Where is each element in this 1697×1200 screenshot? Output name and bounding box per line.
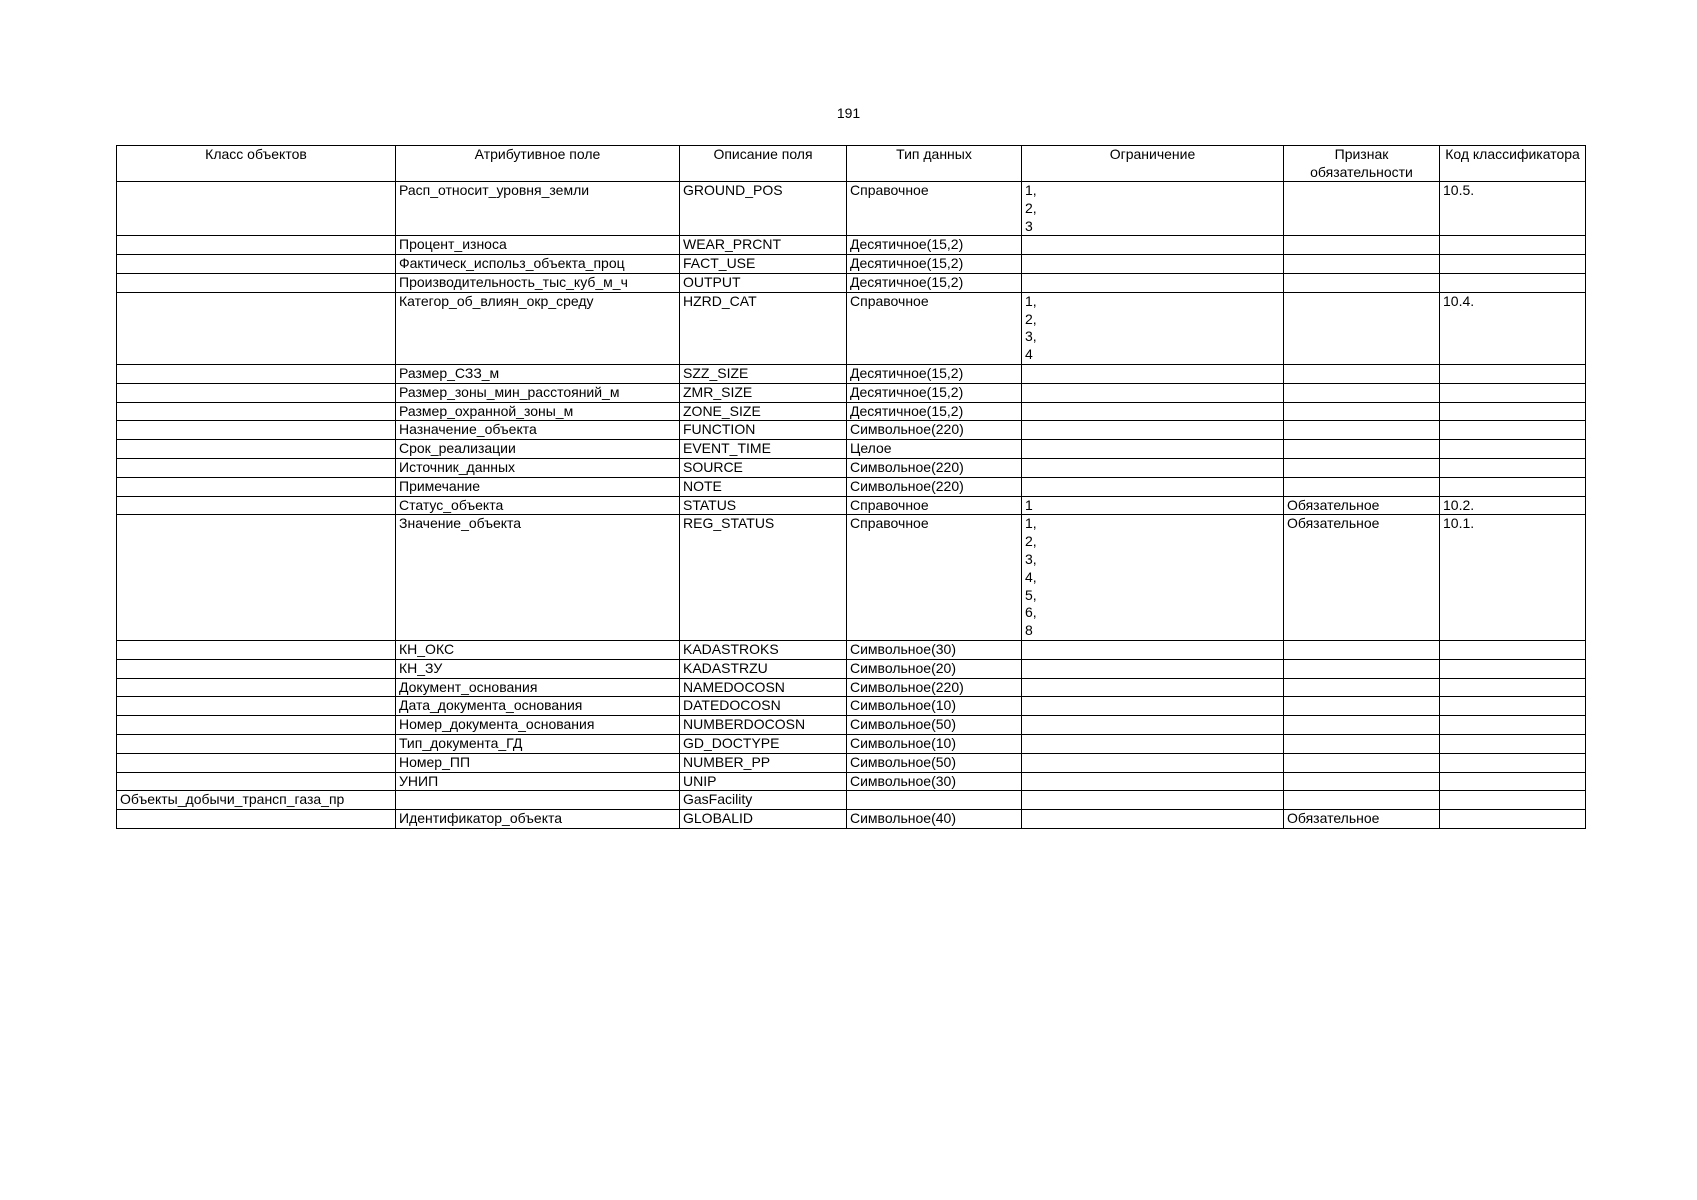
field-description-cell: HZRD_CAT (680, 292, 847, 364)
header-constraint: Ограничение (1022, 146, 1284, 182)
object-class-cell (117, 236, 396, 255)
object-class-cell (117, 402, 396, 421)
field-description-cell: OUTPUT (680, 273, 847, 292)
data-type-cell: Символьное(10) (847, 697, 1022, 716)
constraint-value: 2, (1025, 533, 1037, 550)
data-type-cell: Десятичное(15,2) (847, 364, 1022, 383)
attribute-field-cell: Срок_реализации (396, 440, 680, 459)
constraint-cell (1022, 697, 1284, 716)
object-class-cell (117, 440, 396, 459)
table-row (117, 273, 1586, 292)
constraint-value: 8 (1025, 622, 1033, 639)
field-description-cell: GD_DOCTYPE (680, 734, 847, 753)
object-class-cell (117, 421, 396, 440)
constraint-cell (1022, 515, 1284, 641)
required-flag-cell (1284, 477, 1440, 496)
constraint-cell (1022, 402, 1284, 421)
constraint-cell (1022, 273, 1284, 292)
object-class-cell (117, 716, 396, 735)
table-row (117, 791, 1586, 810)
constraint-value: 4 (1025, 346, 1033, 363)
classifier-code-cell (1440, 697, 1586, 716)
table-row (117, 421, 1586, 440)
table-row (117, 182, 1586, 236)
table-body (117, 182, 1586, 829)
object-class-cell (117, 477, 396, 496)
constraint-cell (1022, 734, 1284, 753)
object-class-cell (117, 659, 396, 678)
required-flag-cell: Обязательное (1284, 496, 1440, 515)
constraint-value: 5, (1025, 586, 1037, 603)
constraint-cell (1022, 292, 1284, 364)
attribute-field-cell: Статус_объекта (396, 496, 680, 515)
attribute-field-cell (396, 791, 680, 810)
required-flag-cell (1284, 255, 1440, 274)
required-flag-cell: Обязательное (1284, 515, 1440, 641)
data-type-cell: Десятичное(15,2) (847, 273, 1022, 292)
object-class-cell (117, 697, 396, 716)
page-number: 191 (836, 105, 861, 121)
field-description-cell: SOURCE (680, 458, 847, 477)
data-type-cell (847, 791, 1022, 810)
classifier-code-cell (1440, 640, 1586, 659)
classifier-code-cell (1440, 477, 1586, 496)
object-class-cell: Объекты_добычи_трансп_газа_пр (117, 791, 396, 810)
data-type-cell: Десятичное(15,2) (847, 255, 1022, 274)
required-flag-cell (1284, 791, 1440, 810)
table-row (117, 697, 1586, 716)
object-class-cell (117, 640, 396, 659)
header-row (117, 146, 1586, 182)
field-description-cell: DATEDOCOSN (680, 697, 847, 716)
table-row (117, 440, 1586, 459)
data-type-cell: Символьное(220) (847, 678, 1022, 697)
constraint-cell (1022, 477, 1284, 496)
table-row (117, 458, 1586, 477)
object-class-cell (117, 753, 396, 772)
classifier-code-cell (1440, 383, 1586, 402)
field-description-cell: REG_STATUS (680, 515, 847, 641)
attribute-field-cell: Размер_зоны_мин_расстояний_м (396, 383, 680, 402)
constraint-cell (1022, 810, 1284, 829)
object-class-cell (117, 515, 396, 641)
data-type-cell: Символьное(220) (847, 477, 1022, 496)
attribute-field-cell: Назначение_объекта (396, 421, 680, 440)
constraint-value: 2, (1025, 310, 1037, 327)
attribute-field-cell: Категор_об_влиян_окр_среду (396, 292, 680, 364)
constraint-cell (1022, 678, 1284, 697)
attribute-field-cell: КН_ЗУ (396, 659, 680, 678)
attribute-field-cell: Расп_относит_уровня_земли (396, 182, 680, 236)
required-flag-cell (1284, 292, 1440, 364)
table-row (117, 772, 1586, 791)
required-flag-cell (1284, 458, 1440, 477)
constraint-value: 1, (1025, 515, 1037, 532)
field-description-cell: EVENT_TIME (680, 440, 847, 459)
classifier-code-cell (1440, 734, 1586, 753)
classifier-code-cell: 10.2. (1440, 496, 1586, 515)
data-type-cell: Целое (847, 440, 1022, 459)
attribute-field-cell: КН_ОКС (396, 640, 680, 659)
classifier-code-cell: 10.5. (1440, 182, 1586, 236)
data-type-cell: Символьное(40) (847, 810, 1022, 829)
object-class-cell (117, 292, 396, 364)
header-required-flag: Признак обязательности (1284, 146, 1440, 182)
required-flag-cell (1284, 383, 1440, 402)
constraint-cell (1022, 236, 1284, 255)
constraint-cell (1022, 255, 1284, 274)
table-row (117, 292, 1586, 364)
required-flag-cell (1284, 697, 1440, 716)
table-row (117, 515, 1586, 641)
required-flag-cell (1284, 182, 1440, 236)
classifier-code-cell (1440, 753, 1586, 772)
classifier-code-cell: 10.4. (1440, 292, 1586, 364)
attribute-field-cell: Примечание (396, 477, 680, 496)
data-type-cell: Справочное (847, 292, 1022, 364)
constraint-value: 1, (1025, 182, 1037, 198)
object-class-cell (117, 810, 396, 829)
attribute-field-cell: Номер_документа_основания (396, 716, 680, 735)
attribute-field-cell: Размер_СЗЗ_м (396, 364, 680, 383)
field-description-cell: ZMR_SIZE (680, 383, 847, 402)
constraint-cell (1022, 659, 1284, 678)
data-type-cell: Справочное (847, 496, 1022, 515)
field-description-cell: GasFacility (680, 791, 847, 810)
constraint-value: 1, (1025, 292, 1037, 309)
classifier-code-cell (1440, 791, 1586, 810)
constraint-value: 4, (1025, 568, 1037, 585)
classifier-code-cell (1440, 810, 1586, 829)
table-row (117, 402, 1586, 421)
field-description-cell: FUNCTION (680, 421, 847, 440)
required-flag-cell (1284, 659, 1440, 678)
table-header (117, 146, 1586, 182)
constraint-cell (1022, 716, 1284, 735)
constraint-cell (1022, 440, 1284, 459)
required-flag-cell: Обязательное (1284, 810, 1440, 829)
object-class-cell (117, 678, 396, 697)
object-class-cell (117, 383, 396, 402)
classifier-code-cell (1440, 659, 1586, 678)
classifier-code-cell (1440, 273, 1586, 292)
constraint-value: 1 (1025, 496, 1033, 513)
field-description-cell: KADASTROKS (680, 640, 847, 659)
constraint-cell (1022, 772, 1284, 791)
classifier-code-cell (1440, 772, 1586, 791)
required-flag-cell (1284, 273, 1440, 292)
constraint-cell (1022, 640, 1284, 659)
attribute-field-cell: Идентификатор_объекта (396, 810, 680, 829)
data-type-cell: Символьное(10) (847, 734, 1022, 753)
header-field-description: Описание поля (680, 146, 847, 182)
required-flag-cell (1284, 421, 1440, 440)
field-description-cell: NAMEDOCOSN (680, 678, 847, 697)
attribute-field-cell: Процент_износа (396, 236, 680, 255)
attribute-field-cell: Дата_документа_основания (396, 697, 680, 716)
required-flag-cell (1284, 716, 1440, 735)
attribute-field-cell: Значение_объекта (396, 515, 680, 641)
data-type-cell: Символьное(30) (847, 772, 1022, 791)
table-row (117, 810, 1586, 829)
table-row (117, 477, 1586, 496)
data-type-cell: Десятичное(15,2) (847, 236, 1022, 255)
constraint-cell (1022, 421, 1284, 440)
object-class-cell (117, 496, 396, 515)
constraint-value: 3, (1025, 550, 1037, 567)
header-attribute-field: Атрибутивное поле (396, 146, 680, 182)
attribute-field-cell: Фактическ_использ_объекта_проц (396, 255, 680, 274)
constraint-value: 3 (1025, 217, 1033, 234)
table-row (117, 678, 1586, 697)
table-row (117, 236, 1586, 255)
required-flag-cell (1284, 734, 1440, 753)
object-class-cell (117, 734, 396, 753)
data-type-cell: Символьное(50) (847, 716, 1022, 735)
required-flag-cell (1284, 402, 1440, 421)
data-type-cell: Справочное (847, 515, 1022, 641)
data-type-cell: Десятичное(15,2) (847, 402, 1022, 421)
data-type-cell: Символьное(220) (847, 421, 1022, 440)
constraint-cell (1022, 182, 1284, 236)
attribute-field-cell: Тип_документа_ГД (396, 734, 680, 753)
field-description-cell: NUMBER_PP (680, 753, 847, 772)
data-type-cell: Символьное(20) (847, 659, 1022, 678)
header-data-type: Тип данных (847, 146, 1022, 182)
attribute-field-cell: Источник_данных (396, 458, 680, 477)
constraint-cell (1022, 364, 1284, 383)
field-description-cell: NOTE (680, 477, 847, 496)
classifier-code-cell (1440, 678, 1586, 697)
classifier-code-cell: 10.1. (1440, 515, 1586, 641)
classifier-code-cell (1440, 255, 1586, 274)
data-type-cell: Символьное(30) (847, 640, 1022, 659)
attribute-field-cell: Производительность_тыс_куб_м_ч (396, 273, 680, 292)
attribute-field-cell: Размер_охранной_зоны_м (396, 402, 680, 421)
table-row (117, 734, 1586, 753)
required-flag-cell (1284, 772, 1440, 791)
field-description-cell: STATUS (680, 496, 847, 515)
field-description-cell: ZONE_SIZE (680, 402, 847, 421)
classifier-code-cell (1440, 440, 1586, 459)
required-flag-cell (1284, 364, 1440, 383)
constraint-value: 3, (1025, 328, 1037, 345)
header-classifier-code: Код классификатора (1440, 146, 1586, 182)
constraint-cell (1022, 791, 1284, 810)
field-description-cell: SZZ_SIZE (680, 364, 847, 383)
classifier-code-cell (1440, 458, 1586, 477)
constraint-cell (1022, 383, 1284, 402)
object-class-cell (117, 273, 396, 292)
data-type-cell: Символьное(220) (847, 458, 1022, 477)
field-description-cell: GLOBALID (680, 810, 847, 829)
required-flag-cell (1284, 678, 1440, 697)
data-type-cell: Десятичное(15,2) (847, 383, 1022, 402)
constraint-cell (1022, 458, 1284, 477)
field-description-cell: GROUND_POS (680, 182, 847, 236)
data-type-cell: Справочное (847, 182, 1022, 236)
constraint-value: 2, (1025, 199, 1037, 216)
constraint-value: 6, (1025, 604, 1037, 621)
table-row (117, 753, 1586, 772)
table-row (117, 640, 1586, 659)
classifier-code-cell (1440, 236, 1586, 255)
attribute-table (116, 145, 1586, 829)
attribute-field-cell: Номер_ПП (396, 753, 680, 772)
field-description-cell: KADASTRZU (680, 659, 847, 678)
table-row (117, 364, 1586, 383)
object-class-cell (117, 255, 396, 274)
object-class-cell (117, 182, 396, 236)
classifier-code-cell (1440, 402, 1586, 421)
required-flag-cell (1284, 640, 1440, 659)
table-row (117, 255, 1586, 274)
field-description-cell: UNIP (680, 772, 847, 791)
constraint-cell (1022, 753, 1284, 772)
table-row (117, 659, 1586, 678)
required-flag-cell (1284, 753, 1440, 772)
field-description-cell: NUMBERDOCOSN (680, 716, 847, 735)
field-description-cell: WEAR_PRCNT (680, 236, 847, 255)
attribute-field-cell: УНИП (396, 772, 680, 791)
object-class-cell (117, 772, 396, 791)
attribute-field-cell: Документ_основания (396, 678, 680, 697)
required-flag-cell (1284, 236, 1440, 255)
required-flag-cell (1284, 440, 1440, 459)
classifier-code-cell (1440, 364, 1586, 383)
classifier-code-cell (1440, 716, 1586, 735)
classifier-code-cell (1440, 421, 1586, 440)
header-object-class: Класс объектов (117, 146, 396, 182)
table-row (117, 716, 1586, 735)
object-class-cell (117, 364, 396, 383)
table-row (117, 496, 1586, 515)
field-description-cell: FACT_USE (680, 255, 847, 274)
table-row (117, 383, 1586, 402)
constraint-cell (1022, 496, 1284, 515)
object-class-cell (117, 458, 396, 477)
data-type-cell: Символьное(50) (847, 753, 1022, 772)
